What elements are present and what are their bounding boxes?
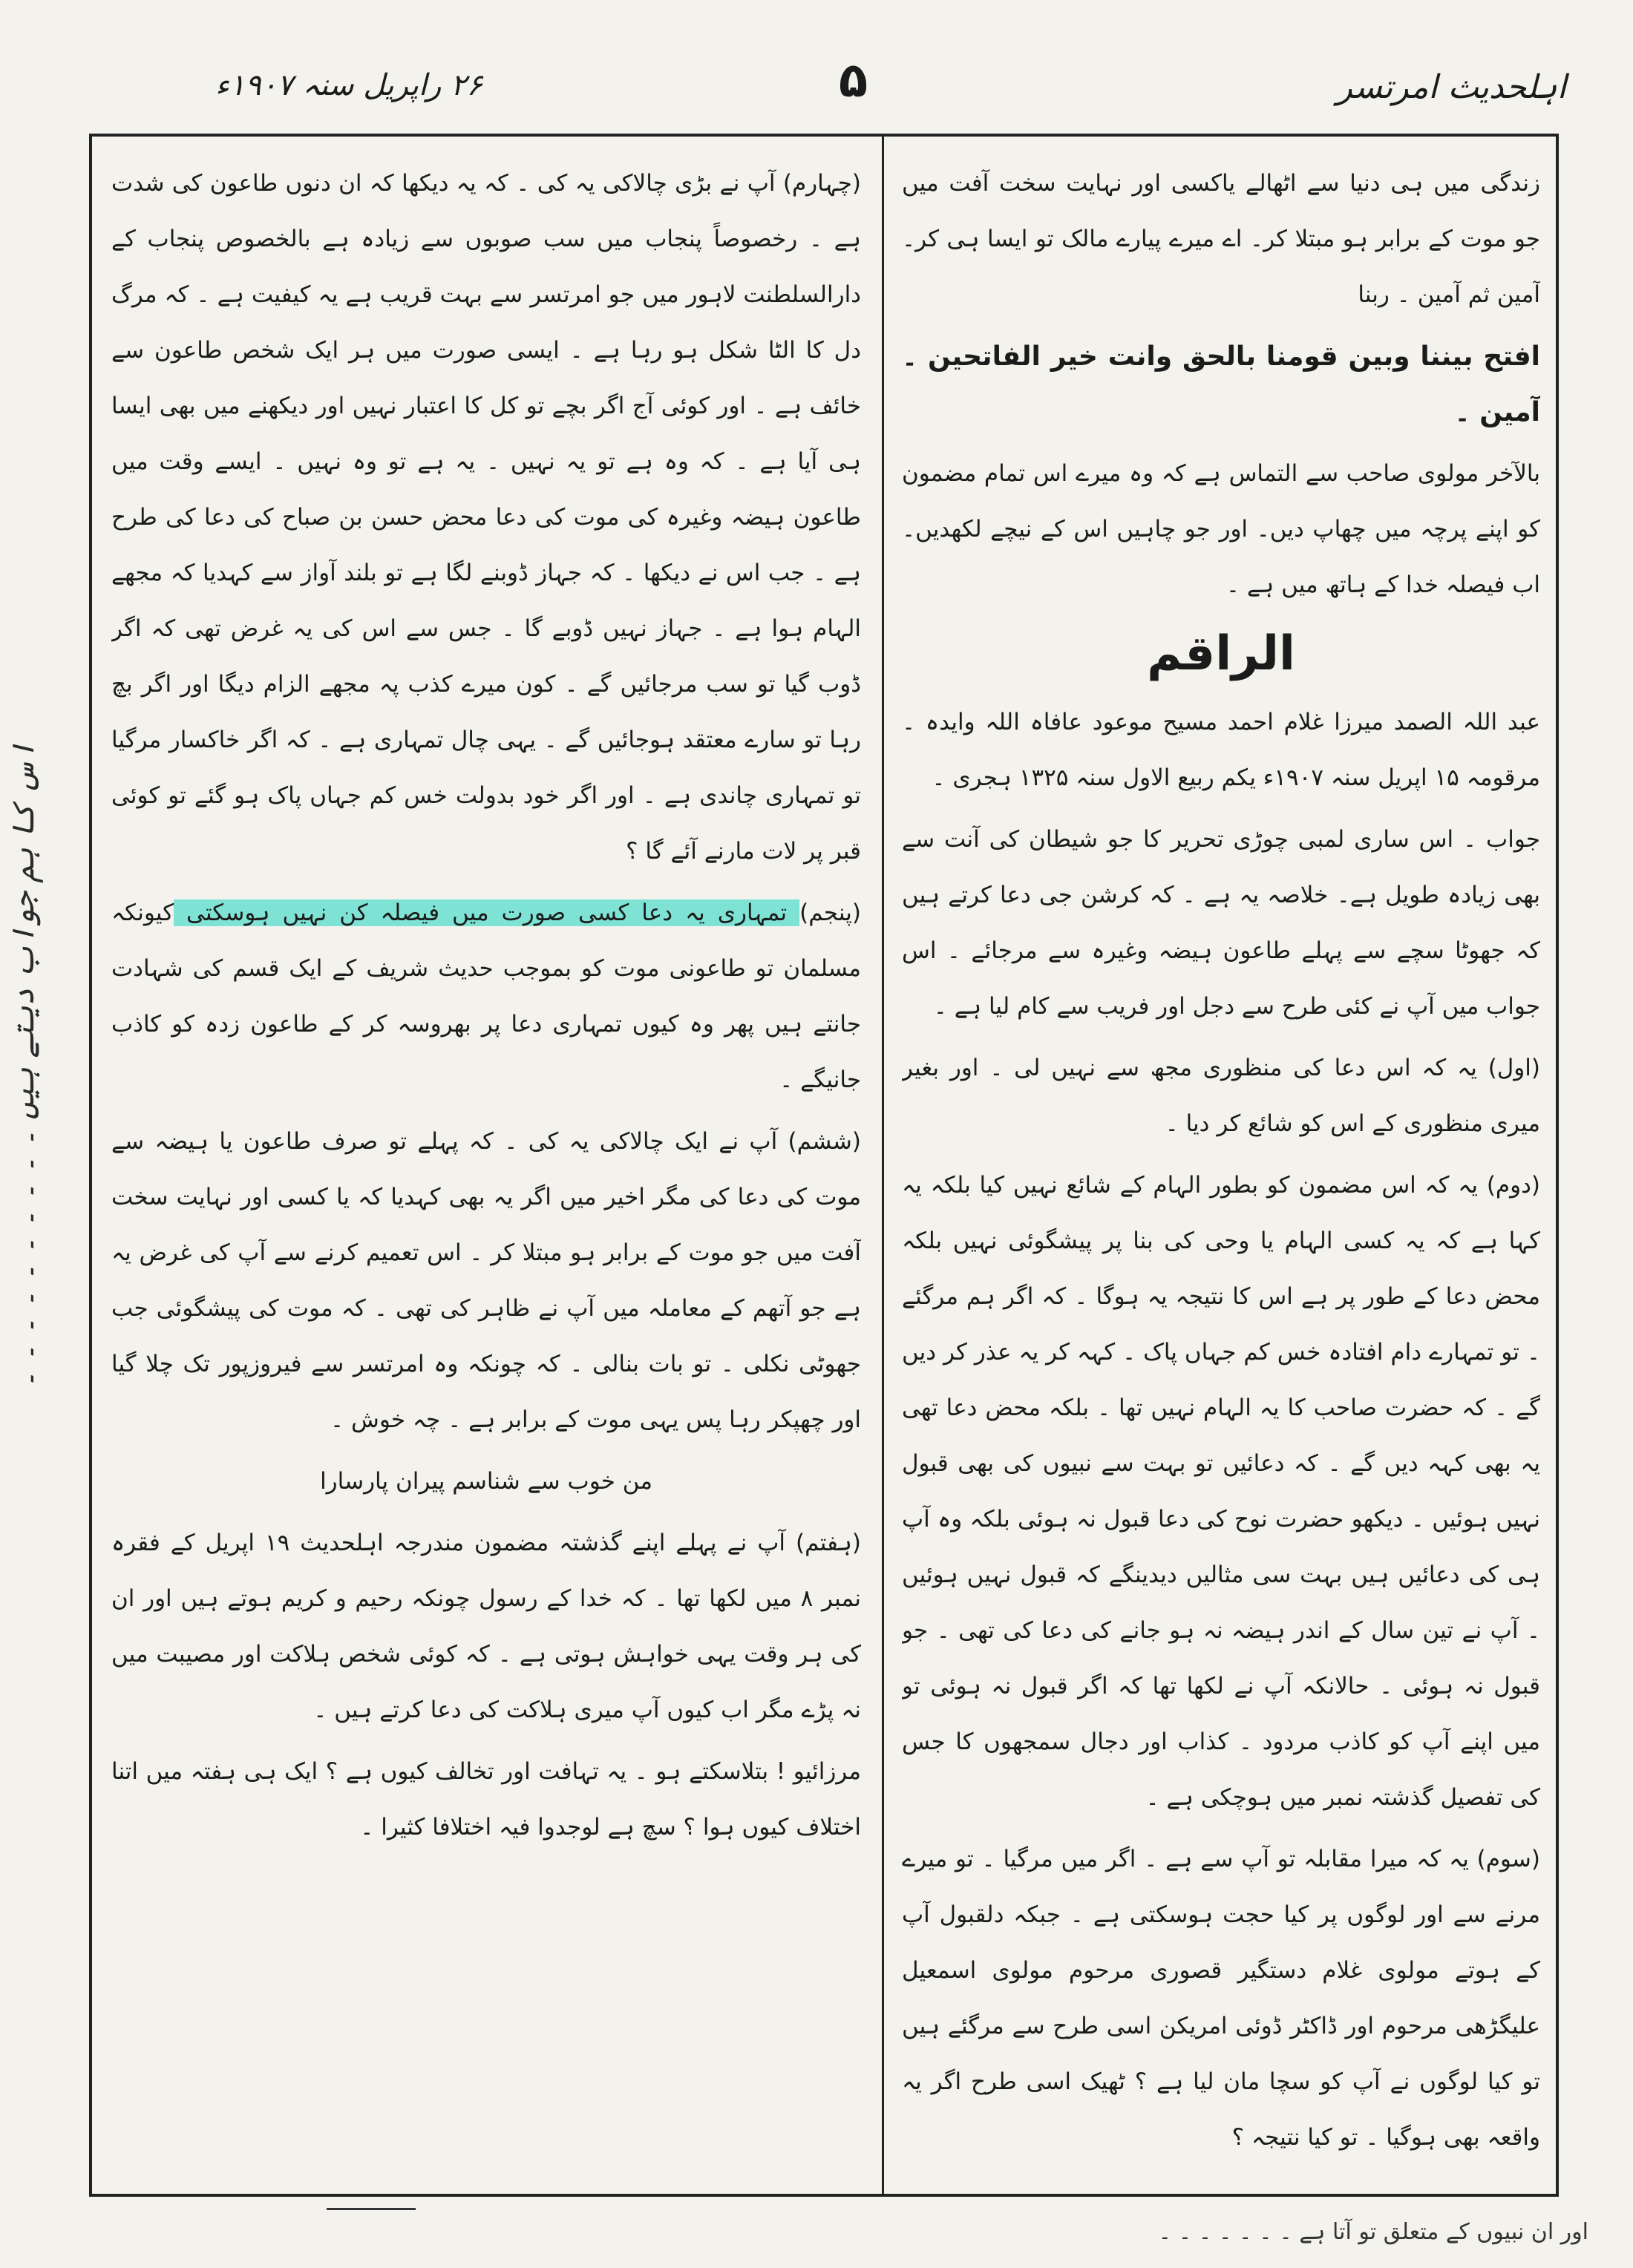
highlighted-text: تمہاری یہ دعا کسی صورت میں فیصلہ کن نہیں ہوسکتی — [174, 899, 800, 926]
paragraph: مرزائیو ! بتلاسکتے ہو ۔ یہ تہافت اور تخالف کیوں ہے ؟ ایک ہی ہفتہ میں اتنا اختلاف کیوں ہوا ؟ سچ ہے لوجدوا فیہ اختلافا کثیرا ۔ — [111, 1758, 861, 1841]
paragraph: زندگی میں ہی دنیا سے اٹھالے یاکسی اور نہایت سخت آفت میں جو موت کے برابر ہو مبتلا کر۔ اے میرے پیارے مالک تو ایسا ہی کر۔ آمین ثم آمین ۔ ربنا — [902, 170, 1540, 308]
signature-heading: الراقم — [1147, 626, 1295, 681]
paragraph: (چہارم) آپ نے بڑی چالاکی یہ کی ۔ کہ یہ دیکھا کہ ان دنوں طاعون کی شدت ہے ۔ رخصوصاً پنجاب میں سب صوبوں سے زیادہ ہے بالخصوص پنجاب کے دارالسلطنت لاہور میں جو امرتسر سے بہت قریب ہے یہ کیفیت ہے ۔ کہ مرگ دل کا الٹا شکل ہو رہا ہے ۔ ایسی صورت میں ہر ایک شخص طاعون سے خائف ہے ۔ اور کوئی آج اگر بچے تو کل کا اعتبار نہیں اور دیکھنے میں بھی ایسا ہی آیا ہے ۔ کہ وہ ہے تو یہ نہیں ۔ یہ ہے تو وہ نہیں ۔ ایسے وقت میں طاعون ہیضہ وغیرہ کی موت کی دعا محض حسن بن صباح کی دعا کی طرح ہے ۔ جب اس نے دیکھا ۔ کہ جہاز ڈوبنے لگا ہے تو بلند آواز سے کہدیا کہ مجھے الہام ہوا ہے ۔ جہاز نہیں ڈوبے گا ۔ جس سے اس کی یہ غرض تھی کہ اگر ڈوب گیا تو سب مرجائیں گے ۔ کون میرے کذب پہ مجھے الزام دیگا اور اگر بچ رہا تو سارے معتقد ہوجائیں گے ۔ یہی چال تمہاری ہے ۔ کہ اگر خاکسار مرگیا تو تمہاری چاندی ہے ۔ اور اگر خود بدولت خس کم جہاں پاک ہو گئے تو کوئی قبر پر لات مارنے آئے گا ؟ — [111, 170, 861, 865]
arabic-prayer: افتح بیننا وبین قومنا بالحق وانت خیر الفاتحین ۔ آمین ۔ — [902, 341, 1540, 427]
paragraph — [111, 885, 861, 1108]
left-column — [111, 156, 861, 2174]
column-divider — [882, 134, 884, 2197]
masthead: اہلحدیث امرتسر — [1336, 68, 1566, 106]
paragraph-continuation: کیونکہ مسلمان تو طاعونی موت کو بموجب حدیث شریف کے ایک قسم کی شہادت جانتے ہیں پھر وہ کیوں تمہاری دعا پر بھروسہ کر کے طاعون زدہ کو کاذب جانیگے ۔ — [111, 899, 861, 1093]
handwritten-margin-note: اس کا ہم جواب دیتے ہیں ۔ ۔ ۔ ۔ ۔ ۔ ۔ ۔ ۔ ۔ — [7, 742, 41, 1389]
paragraph: (ششم) آپ نے ایک چالاکی یہ کی ۔ کہ پہلے تو صرف طاعون یا ہیضہ سے موت کی دعا کی مگر اخیر میں اگر یہ بھی کہدیا کہ یا کسی اور نہایت سخت آفت میں جو موت کے برابر ہو مبتلا کر ۔ اس تعمیم کرنے سے آپ کی غرض یہ ہے جو آتھم کے معاملہ میں آپ نے ظاہر کی تھی ۔ کہ موت کی پیشگوئی جب جھوٹی نکلی ۔ تو بات بنالی ۔ کہ چونکہ وہ امرتسر سے فیروزپور تک چلا گیا اور چھپکر رہا پس یہی موت کے برابر ہے ۔ چہ خوش ۔ — [111, 1128, 861, 1433]
paragraph: عبد اللہ الصمد میرزا غلام احمد مسیح موعود عافاہ اللہ وایدہ ۔ مرقومہ ۱۵ اپریل سنہ ۱۹۰۷ء یکم ربیع الاول سنہ ۱۳۲۵ ہجری ۔ — [902, 709, 1540, 791]
page-header — [82, 53, 1566, 120]
issue-date: ۲۶ راپریل سنہ ۱۹۰۷ء — [215, 68, 482, 102]
right-column — [902, 156, 1540, 2174]
footer-note: اور ان نبیوں کے متعلق تو آتا ہے ۔ ۔ ۔ ۔ ۔ ۔ ۔ — [1158, 2219, 1588, 2245]
paragraph: جواب ۔ اس ساری لمبی چوڑی تحریر کا جو شیطان کی آنت سے بھی زیادہ طویل ہے۔ خلاصہ یہ ہے ۔ کہ کرشن جی دعا کرتے ہیں کہ جھوٹا سچے سے پہلے طاعون ہیضہ وغیرہ سے مرجائے ۔ اس جواب میں آپ نے کئی طرح سے دجل اور فریب سے کام لیا ہے ۔ — [902, 826, 1540, 1020]
paragraph: (سوم) یہ کہ میرا مقابلہ تو آپ سے ہے ۔ اگر میں مرگیا ۔ تو میرے مرنے سے اور لوگوں پر کیا حجت ہوسکتی ہے ۔ جبکہ دلقبول آپ کے ہوتے مولوی غلام دستگیر قصوری مرحوم مولوی اسمعیل علیگڑھی مرحوم اور ڈاکٹر ڈوئی امریکن اسی طرح سے مرگئے ہیں تو کیا لوگوں نے آپ کو سچا مان لیا ہے ؟ ٹھیک اسی طرح اگر یہ واقعہ بھی ہوگیا ۔ تو کیا نتیجہ ؟ — [902, 1846, 1540, 2151]
paragraph: (دوم) یہ کہ اس مضمون کو بطور الہام کے شائع نہیں کیا بلکہ یہ کہا ہے کہ یہ کسی الہام یا وحی کی بنا پر پیشگوئی نہیں بلکہ محض دعا کے طور پر ہے اس کا نتیجہ یہ ہوگا ۔ کہ اگر ہم مرگئے ۔ تو تمہارے دام افتادہ خس کم جہاں پاک ۔ کہہ کر یہ عذر کر دیں گے ۔ کہ حضرت صاحب کا یہ الہام نہیں تھا ۔ بلکہ محض دعا تھی یہ بھی کہہ دیں گے ۔ کہ دعائیں تو بہت سے نبیوں کی بھی قبول نہیں ہوئیں ۔ دیکھو حضرت نوح کی دعا قبول نہ ہوئی بلکہ وہ آپ ہی کی دعائیں ہیں بہت سی مثالیں دیدینگے کہ قبول نہیں ہوئیں ۔ آپ نے تین سال کے اندر ہیضہ نہ ہو جانے کی دعا کی تھی ۔ جو قبول نہ ہوئی ۔ حالانکہ آپ نے لکھا تھا کہ اگر قبول نہ ہوئی تو میں اپنے آپ کو کاذب مردود ۔ کذاب اور دجال سمجھوں کا جس کی تفصیل گذشتہ نمبر میں ہوچکی ہے ۔ — [902, 1172, 1540, 1811]
footer-rule — [327, 2208, 416, 2210]
point-label: (پنجم) — [799, 899, 861, 926]
paragraph: (ہفتم) آپ نے پہلے اپنے گذشتہ مضمون مندرجہ اہلحدیث ۱۹ اپریل کے فقرہ نمبر ۸ میں لکھا تھا ۔ کہ خدا کے رسول چونکہ رحیم و کریم ہوتے ہیں اور ان کی ہر وقت یہی خواہش ہوتی ہے ۔ کہ کوئی شخص ہلاکت اور مصیبت میں نہ پڑے مگر اب کیوں آپ میری ہلاکت کی دعا کرتے ہیں ۔ — [111, 1530, 861, 1723]
verse-line: من خوب سے شناسم پیران پارسارا — [320, 1468, 652, 1495]
page-number: ۵ — [839, 53, 868, 108]
paragraph: (اول) یہ کہ اس دعا کی منظوری مجھ سے نہیں لی ۔ اور بغیر میری منظوری کے اس کو شائع کر دیا ۔ — [902, 1055, 1540, 1137]
paragraph: بالآخر مولوی صاحب سے التماس ہے کہ وہ میرے اس تمام مضمون کو اپنے پرچہ میں چھاپ دیں۔ اور جو چاہیں اس کے نیچے لکھدیں۔ اب فیصلہ خدا کے ہاتھ میں ہے ۔ — [902, 460, 1540, 598]
